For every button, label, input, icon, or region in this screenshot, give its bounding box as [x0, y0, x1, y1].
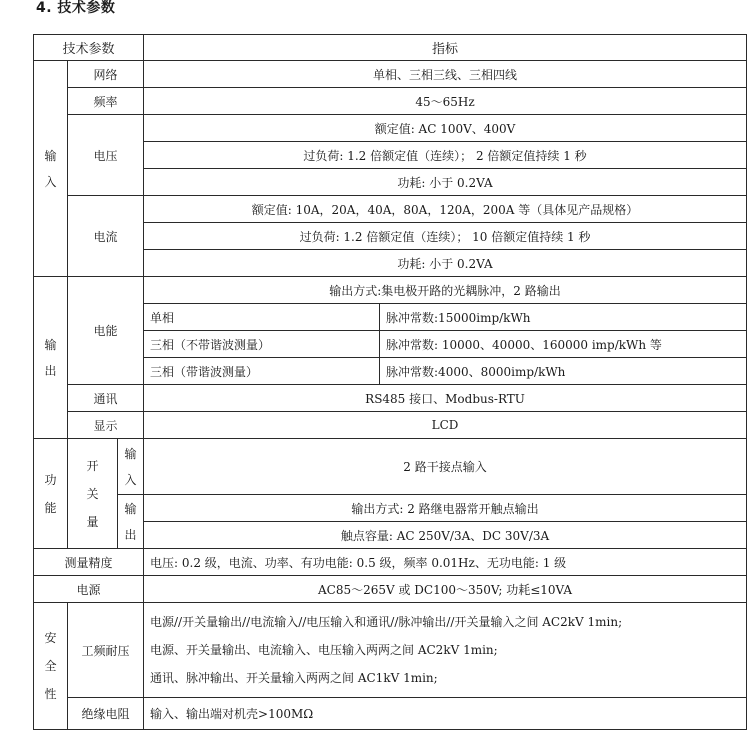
energy-constant: 脉冲常数:4000、8000imp/kWh [380, 358, 747, 385]
comm-value: RS485 接口、Modbus-RTU [144, 385, 747, 412]
display-label: 显示 [68, 412, 144, 439]
voltage-label: 电压 [68, 115, 144, 196]
voltage-rated: 额定值: AC 100V、400V [144, 115, 747, 142]
energy-type: 三相（不带谐波测量） [144, 331, 380, 358]
energy-constant: 脉冲常数: 10000、40000、160000 imp/kWh 等 [380, 331, 747, 358]
table-header-row [34, 35, 747, 61]
table-row [34, 277, 747, 304]
table-row [34, 698, 747, 730]
voltage-power: 功耗: 小于 0.2VA [144, 169, 747, 196]
table-row [34, 385, 747, 412]
withstand-label: 工频耐压 [68, 603, 144, 698]
current-power: 功耗: 小于 0.2VA [144, 250, 747, 277]
table-row [34, 196, 747, 223]
group-safety: 安 全 性 [34, 603, 68, 730]
insulation-label: 绝缘电阻 [68, 698, 144, 730]
energy-mode: 输出方式:集电极开路的光耦脉冲，2 路输出 [144, 277, 747, 304]
accuracy-label: 测量精度 [34, 549, 144, 576]
spec-table [33, 34, 747, 730]
network-value: 单相、三相三线、三相四线 [144, 61, 747, 88]
section-title: 4. 技术参数 [36, 0, 116, 16]
current-overload: 过负荷: 1.2 倍额定值（连续）； 10 倍额定值持续 1 秒 [144, 223, 747, 250]
header-param: 技术参数 [34, 35, 144, 61]
display-value: LCD [144, 412, 747, 439]
frequency-label: 频率 [68, 88, 144, 115]
switch-out-capacity: 触点容量: AC 250V/3A、DC 30V/3A [144, 522, 747, 549]
power-supply-label: 电源 [34, 576, 144, 603]
withstand-value: 电源//开关量输出//电流输入//电压输入和通讯//脉冲输出//开关量输入之间 AC2kV 1min; 电源、开关量输出、电流输入、电压输入两两之间 AC2kV 1min; 通讯、脉冲输出、开关量输入两两之间 AC1kV 1min; [144, 603, 747, 698]
power-supply-value: AC85～265V 或 DC100～350V; 功耗≤10VA [144, 576, 747, 603]
current-label: 电流 [68, 196, 144, 277]
voltage-overload: 过负荷: 1.2 倍额定值（连续）； 2 倍额定值持续 1 秒 [144, 142, 747, 169]
energy-constant: 脉冲常数:15000imp/kWh [380, 304, 747, 331]
switch-out-mode: 输出方式: 2 路继电器常开触点输出 [144, 495, 747, 522]
switch-in-label: 输 入 [118, 439, 144, 495]
table-row [34, 439, 747, 495]
energy-type: 单相 [144, 304, 380, 331]
accuracy-value: 电压: 0.2 级，电流、功率、有功电能: 0.5 级，频率 0.01Hz、无功电能: 1 级 [144, 549, 747, 576]
table-row [34, 88, 747, 115]
group-function: 功 能 [34, 439, 68, 549]
current-rated: 额定值: 10A，20A，40A，80A，120A，200A 等（具体见产品规格） [144, 196, 747, 223]
energy-type: 三相（带谐波测量） [144, 358, 380, 385]
table-row [34, 495, 747, 522]
table-row [34, 603, 747, 698]
switch-out-label: 输 出 [118, 495, 144, 549]
switch-label: 开 关 量 [68, 439, 118, 549]
table-row [34, 576, 747, 603]
energy-label: 电能 [68, 277, 144, 385]
table-row [34, 61, 747, 88]
table-row [34, 115, 747, 142]
switch-in-value: 2 路干接点输入 [144, 439, 747, 495]
header-spec: 指标 [144, 35, 747, 61]
frequency-value: 45～65Hz [144, 88, 747, 115]
table-row [34, 549, 747, 576]
group-output: 输 出 [34, 277, 68, 439]
insulation-value: 输入、输出端对机壳>100MΩ [144, 698, 747, 730]
table-row [34, 412, 747, 439]
comm-label: 通讯 [68, 385, 144, 412]
network-label: 网络 [68, 61, 144, 88]
group-input: 输 入 [34, 61, 68, 277]
